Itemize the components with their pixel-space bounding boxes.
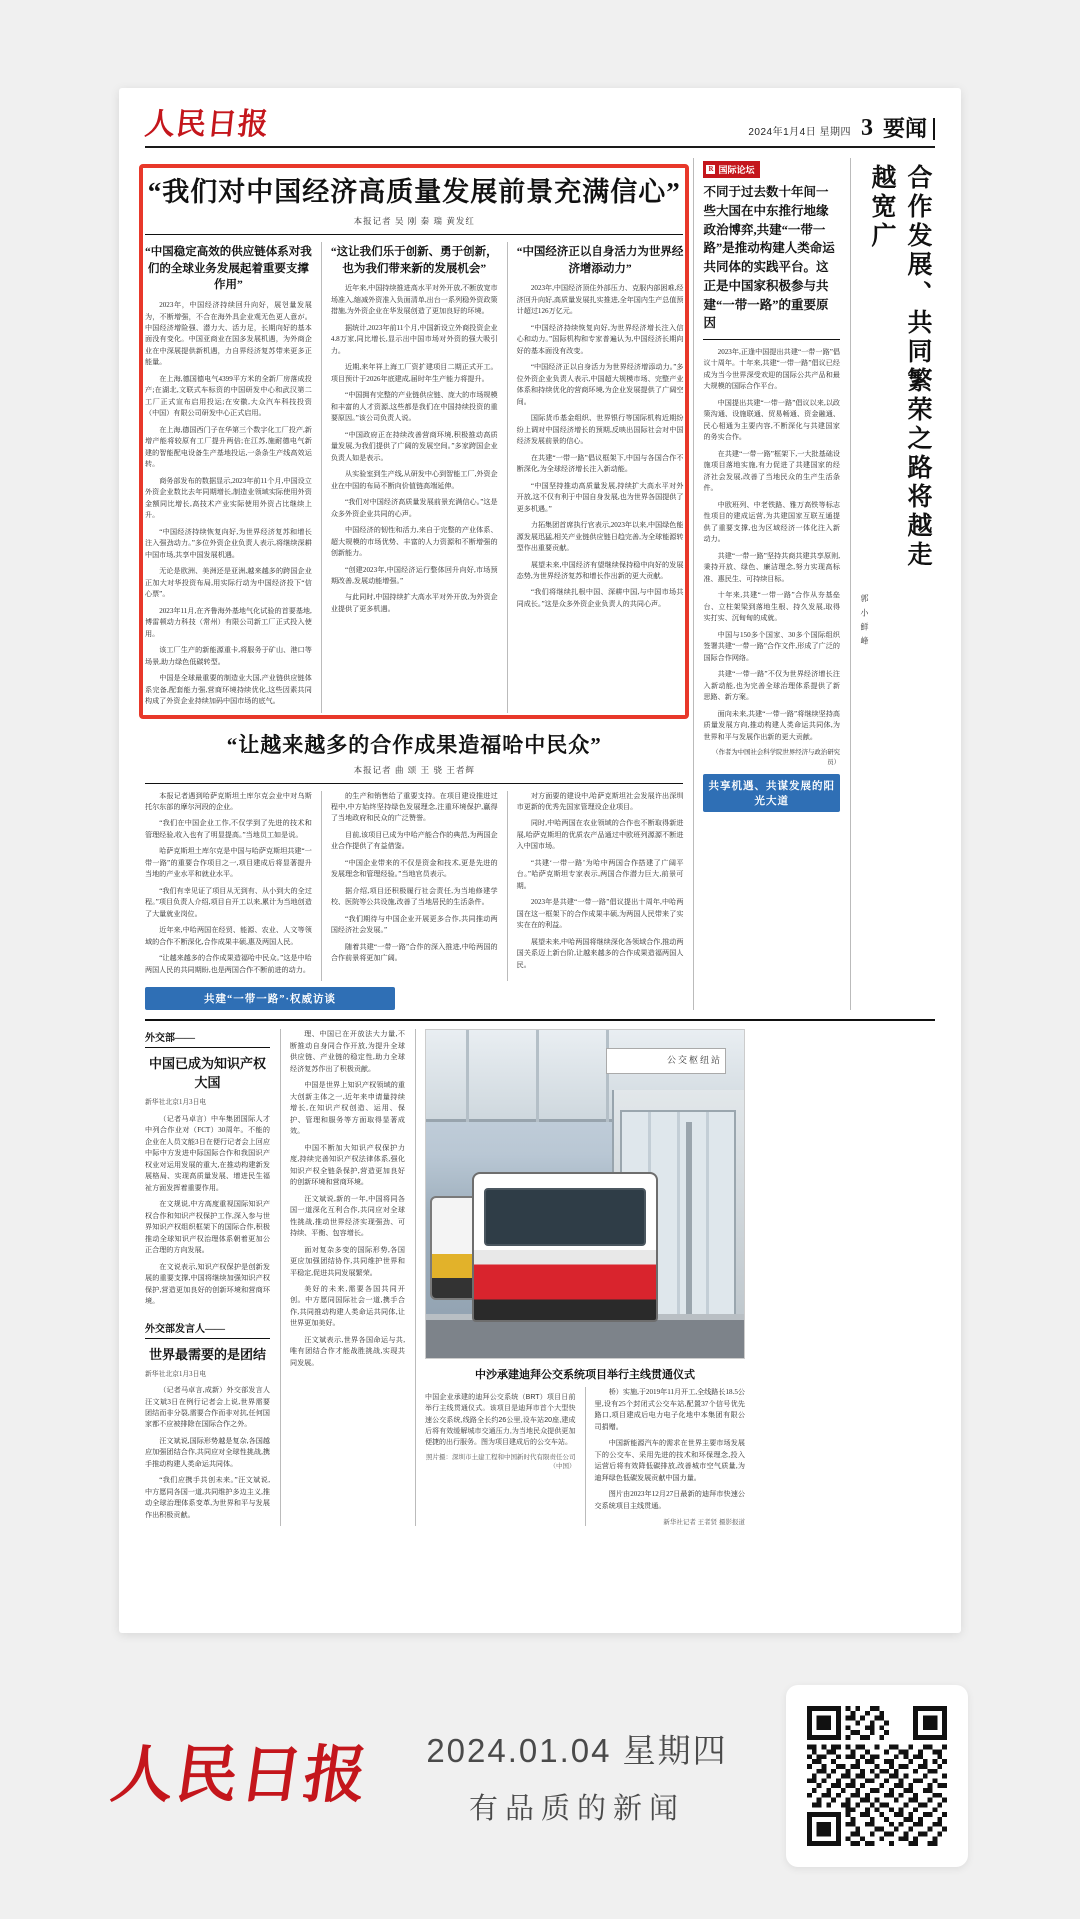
paragraph: 从实验室到生产线,从研发中心到智能工厂,外资企业在中国的布局不断向价值链高端延伸。 [330,470,498,490]
paragraph: “中国拥有完整的产业链供应链、庞大的市场规模和丰富的人才资源,这些都是我们在中国持续投资的重要原因。”该公司负责人说。 [330,391,498,423]
lead-column-1 [145,242,312,713]
dept1-kicker: 外交部—— [145,1029,270,1048]
footer-bar [0,1633,1080,1919]
paragraph: 2023年11月,在齐鲁海外基地气化试验的首要基地,博雷顿动力科技（常州）有限公司新工厂正式投入使用。 [145,606,312,638]
paragraph: 该工厂生产的新能源重卡,将服务于矿山、港口等场景,助力绿色低碳转型。 [145,646,312,666]
vertical-head-wrap [857,158,935,1010]
dept-column-1 [145,1029,270,1526]
second-columns [145,791,683,982]
paragraph: 在文说表示,知识产权保护是创新发展的重要支撑,中国将继续加强知识产权保护,营造更加良好的创新环境和营商环境。 [145,1262,270,1306]
canopy-rib [606,1030,609,1122]
footer-text [426,1725,727,1827]
forum-author-note: （作者为中国社会科学院世界经济与政治研究员） [712,749,840,767]
banner-left: 共建“一带一路”·权威访谈 [145,987,395,1010]
dept1-dateline: 新华社北京1月3日电 [145,1099,207,1107]
paragraph: 展望未来,中哈两国将继续深化各领域合作,推动两国关系迈上新台阶,让越来越多的合作成果造福两国人民。 [516,937,684,969]
paragraph: 据统计,2023年前11个月,中国新设立外商投资企业4.8万家,同比增长,显示出中国市场对外资的强大吸引力。 [330,323,498,355]
photo-bus-windshield [484,1188,646,1246]
paragraph: 据介绍,项目还积极履行社会责任,为当地修建学校、医院等公共设施,改善了当地居民的生活条件。 [330,886,498,907]
dept-column-2 [280,1029,405,1526]
paragraph: 力拓集团首席执行官表示,2023年以来,中国绿色能源发展迅猛,相关产业链供应链日趋完善,为全球能源转型作出重要贡献。 [516,521,684,553]
photo-caption-left [425,1387,576,1526]
dept2-kicker: 外交部发言人—— [145,1320,270,1339]
lead-article [145,170,683,713]
lower-section [145,1019,935,1526]
paragraph: 在上海,德国德电气4399平方米的全新厂房落成投产;在湖北,文联式车标资的中国研发中心和武汉第二工厂正式宣布启用投运;在安徽,大众汽车科技投资（中国）有限公司研发中心正式启用。 [145,374,312,418]
paragraph: 无论是欧洲、美洲还是亚洲,越来越多的跨国企业正加大对华投资布局,用实际行动为中国经济投下“信心票”。 [145,567,312,599]
second-column-3 [507,791,684,982]
photo-caption-title: 中沙承建迪拜公交系统项目举行主线贯通仪式 [475,1369,695,1382]
paragraph: 中国不断加大知识产权保护力度,持续完善知识产权法律体系,强化知识产权全链条保护,营造更加良好的创新环境和营商环境。 [290,1143,405,1187]
paragraph: 在上海,德国西门子在华第三个数字化工厂投产,新增产能将较原有工厂提升两倍;在江苏,施耐德电气新建的智能配电设备生产基地投运,一条条生产线高效运转。 [145,425,312,469]
paragraph: “我们对中国经济高质量发展前景充满信心。”这是众多外资企业共同的心声。 [330,498,498,518]
paragraph: “中国经济正以自身活力为世界经济增添动力。”多位外资企业负责人表示,中国超大规模市场、完整产业体系和持续优化的营商环境,为企业发展提供了广阔空间。 [516,363,684,406]
vertical-column [850,158,935,1010]
paragraph: 共建“一带一路”坚持共商共建共享原则,秉持开放、绿色、廉洁理念,努力实现高标准、惠民生、可持续目标。 [703,551,840,583]
paragraph: “我们有幸见证了项目从无到有、从小到大的全过程。”项目负责人介绍,项目自开工以来,累计为当地创造了大量就业岗位。 [145,886,312,918]
paragraph: 近年来,中哈两国在经贸、能源、农业、人文等领域的合作不断深化,合作成果丰硕,惠及两国人民。 [145,926,312,946]
paragraph: 在文规说,中方高度重视国际知识产权合作和知识产权保护工作,深入参与世界知识产权组织框架下的国际合作,积极推动全球知识产权治理体系朝着更加公正合理的方向发展。 [145,1200,270,1255]
forum-title: 不同于过去数十年间一些大国在中东推行地缘政治博弈,共建“一带一路”是推动构建人类命运共同体的实践平台。这正是中国家积极参与共建“一带一路”的重要原因 [703,185,835,331]
second-column-1 [145,791,312,982]
second-column-2 [321,791,498,982]
paragraph: 中国经济的韧性和活力,来自于完整的产业体系、超大规模的市场优势、丰富的人力资源和不断增强的创新能力。 [330,526,498,558]
lead-headline: “我们对中国经济高质量发展前景充满信心” [147,177,681,207]
lead-byline: 本报记者 吴 刚 秦 瑞 黄发红 [353,216,475,226]
photo-road [426,1318,744,1358]
paragraph: 汪文斌说,新的一年,中国将同各国一道深化互利合作,共同应对全球性挑战,推动世界经济实现强劲、可持续、平衡、包容增长。 [290,1194,405,1238]
qr-card[interactable] [786,1685,968,1867]
paragraph: 中国是全球最重要的制造业大国,产业链供应链体系完备,配套能力强,营商环境持续优化,这些因素共同构成了外资企业持续加码中国市场的底气。 [145,674,312,706]
banner-right: 共享机遇、共谋发展的阳光大道 [703,774,840,812]
paragraph: （记者马卓言）中车集团国际人才中列合作业对（FCT）30周年。不能的企业在人员文能3日在便行记者会上回应中际中方发进中际国际合作和我国识产权业对运用发展的重大,在推动构建新发展格局、实现高质量发展、增进民生福祉方面发挥着重要作用。 [145,1114,270,1192]
photo-bus [472,1172,658,1322]
footer-tagline: 有品质的新闻 [468,1793,685,1825]
paragraph: “中国经济持续恢复向好,为世界经济增长注入信心和动力。”国际机构和专家普遍认为,中国经济长期向好的基本面没有改变。 [516,323,684,355]
paragraph: 中国是世界上知识产权领域的重大创新主体之一,近年来申请量持续增长,在知识产权创造、运用、保护、管理和服务等方面取得显著成效。 [290,1081,405,1136]
masthead [145,110,935,148]
paragraph: “我们应携手共创未来。”汪文斌说,中方愿同各国一道,共同维护多边主义,推动全球治理体系变革,为世界和平与发展作出积极贡献。 [145,1476,270,1519]
paragraph: 在共建“一带一路”框架下,一大批基础设施项目落地实施,有力促进了共建国家的经济社会发展,改善了当地民众的生产生活条件。 [703,449,840,493]
paragraph: 桥）实施,于2019年11月开工,全线路长18.5公里,设有25个封闭式公交车站,配置37个信号优先路口,项目建成后电力电子化地中本集团有限公司捐赠。 [594,1388,745,1431]
forum-flag-label: 国际论坛 [718,165,755,175]
canopy-rib [536,1030,539,1122]
paragraph: 中欧班列、中老铁路、雅万高铁等标志性项目的建成运营,为共建国家互联互通提供了重要支撑,也为区域经济一体化注入新动力。 [703,500,840,544]
paragraph: 展望未来,中国经济有望继续保持稳中向好的发展态势,为世界经济复苏和增长作出新的更大贡献。 [516,560,684,580]
paragraph: 中国提出共建“一带一路”倡议以来,以政策沟通、设施联通、贸易畅通、资金融通、民心相通为主要内容,不断深化与共建国家的务实合作。 [703,398,840,442]
paragraph: “创建2023年,中国经济运行整体回升向好,市场预期改善,发展动能增强。” [330,565,498,585]
paragraph: 随着共建“一带一路”合作的深入推进,中哈两国的合作前景将更加广阔。 [330,942,498,963]
footer-date: 2024.01.04 星期四 [426,1732,728,1769]
section-name: 要闻 [883,118,935,140]
paragraph: 2023年是共建“一带一路”倡议提出十周年,中哈两国在这一框架下的合作成果丰硕,为两国人民带来了实实在在的利益。 [516,898,684,930]
photo-side-credit: 新华社记者 王者贤 摄影报道 [663,1519,745,1527]
second-byline: 本报记者 曲 颂 王 骁 王者辉 [353,764,475,775]
paragraph: 美好的未来,需要各国共同开创。中方愿同国际社会一道,携手合作,共同推动构建人类命运共同体,让世界更加美好。 [290,1284,405,1328]
paragraph: （记者马卓言,成新）外交部发言人汪文斌3日在例行记者会上说,世界需要团结而非分裂,需要合作而非对抗,任何国家都不应被排除在国际合作之外。 [145,1386,270,1429]
paragraph: 国际货币基金组织、世界银行等国际机构近期纷纷上调对中国经济增长的预期,反映出国际社会对中国经济发展前景的信心。 [516,414,684,446]
paragraph: 面对复杂多变的国际形势,各国更应加强团结协作,共同维护世界和平稳定,促进共同发展繁荣。 [290,1245,405,1277]
lead-subhead-3: “中国经济正以自身活力为世界经济增添动力” [516,246,684,275]
lead-subhead-1: “中国稳定高效的供应链体系对我们的全球业务发展起着重要支撑作用” [145,246,312,292]
lead-subhead-2: “这让我们乐于创新、勇于创新，也为我们带来新的发展机会” [330,246,498,275]
page-number: 3 [860,115,873,141]
paragraph: 共建“一带一路”不仅为世界经济增长注入新动能,也为完善全球治理体系提供了新思路、新方案。 [703,670,840,702]
photo-caption-columns [425,1387,745,1526]
paragraph: 目前,该项目已成为中哈产能合作的典范,为两国企业合作提供了有益借鉴。 [330,830,498,851]
paragraph: “中国坚持推动高质量发展,持续扩大高水平对外开放,这不仅有利于中国自身发展,也为世界各国提供了更多机遇。” [516,481,684,513]
paragraph: 十年来,共建“一带一路”合作从夯基垒台、立柱架梁到落地生根、持久发展,取得实打实、沉甸甸的成就。 [703,591,840,623]
divider [145,783,683,784]
dept2-title: 世界最需要的是团结 [148,1346,266,1362]
photo-caption-right [585,1387,746,1526]
newspaper-page [119,88,961,1633]
paragraph: 哈萨克斯坦土库尔克是中国与哈萨克斯坦共建“一带一路”的重要合作项目之一,项目建成后将显著提升当地的产业水平和就业水平。 [145,847,312,879]
dept1-title: 中国已成为知识产权大国 [148,1056,266,1091]
photo-sign-text: 公交枢纽站 [666,1055,722,1066]
paragraph: 在共建“一带一路”倡议框架下,中国与各国合作不断深化,为全球经济增长注入新动能。 [516,453,684,474]
paragraph: 图片由2023年12月27日最新的迪拜市快速公交系统项目主线贯通。 [594,1490,745,1510]
vertical-byline: 郭 小 鲜 峰 [860,594,869,647]
paragraph: 汪文斌说,国际形势越是复杂,各国越应加强团结合作,共同应对全球性挑战,携手推动构建人类命运共同体。 [145,1436,270,1468]
divider [703,339,840,340]
lead-columns [145,242,683,713]
divider [145,234,683,235]
paragraph: “我们期待与中国企业开展更多合作,共同推动两国经济社会发展。” [330,914,498,935]
issue-date: 2024年1月4日 星期四 [748,127,851,138]
paragraph: 2023年,中国经济顶住外部压力、克服内部困难,经济回升向好,高质量发展扎实推进,全年国内生产总值预计超过126万亿元。 [516,284,684,316]
masthead-right [748,116,935,140]
paragraph: 对方面要的建设中,哈萨克斯坦社会发展许出深圳市更新的优秀先国家管理设企业项目。 [516,791,684,811]
photo-column [415,1029,745,1526]
photo-credit: 照片摄：深圳市土建工程和中国新时代有限责任公司（中国） [426,1454,576,1471]
paragraph: “让越来越多的合作成果造福哈中民众。”这是中哈两国人民的共同期盼,也是两国合作不断前进的动力。 [145,954,312,974]
paragraph: 2023年,正逢中国提出共建“一带一路”倡议十周年。十年来,共建“一带一路”倡议已经成为当今世界深受欢迎的国际公共产品和最大规模的国际合作平台。 [703,348,840,391]
paragraph: 本报记者遇到哈萨克斯坦土库尔克会业中对乌斯托尔东部的摩尔河段的企业。 [145,791,312,811]
paragraph: 理、中国已在开放法大力量,不断推动自身同合作开放,为提升全球供应链、产业链的稳定性,助力全球经济复苏作出了积极贡献。 [290,1030,405,1073]
photo-pole [686,1122,692,1318]
paragraph: “我们在中国企业工作,不仅学到了先进的技术和管理经验,收入也有了明显提高。”当地员工如是说。 [145,819,312,839]
paragraph: 与此同时,中国持续扩大高水平对外开放,为外资企业提供了更多机遇。 [330,593,498,613]
second-article [145,729,683,1011]
dept2-dateline: 新华社北京1月3日电 [145,1370,207,1378]
paragraph: 面向未来,共建“一带一路”将继续坚持高质量发展方向,推动构建人类命运共同体,为世界和平与发展作出新的更大贡献。 [703,709,840,741]
canopy-rib [466,1030,469,1122]
paragraph: “中国政府正在持续改善营商环境,积极推动高质量发展,为我们提供了广阔的发展空间。”多家跨国企业负责人如是表示。 [330,430,498,462]
paragraph: 同时,中哈两国在农业领域的合作也不断取得新进展,哈萨克斯坦的优质农产品通过中欧班列源源不断进入中国市场。 [516,819,684,851]
forum-flag-mark: R [708,165,714,173]
newspaper-logo: 人民日报 [143,108,271,141]
vertical-headline: 合作发展、共同繁荣之路将越走越宽广 [868,164,931,570]
paragraph: 中国与150多个国家、30多个国际组织签署共建“一带一路”合作文件,形成了广泛的国际合作网络。 [703,630,840,662]
main-column [145,158,683,1010]
footer-logo: 人民日报 [107,1742,374,1810]
paragraph: “共建‘一带一路’为哈中两国合作搭建了广阔平台。”哈萨克斯坦专家表示,两国合作潜力巨大,前景可期。 [516,858,684,890]
paragraph: 近期,来年祥上海工厂资扩建项目二期正式开工。项目预计于2026年底建成,届时年生产能力将提升。 [330,363,498,383]
qr-code-icon[interactable] [807,1706,947,1846]
page-body [145,158,935,1010]
lead-column-2 [321,242,498,713]
paragraph: 汪文斌表示,世界各国命运与共,唯有团结合作才能战胜挑战,实现共同发展。 [290,1335,405,1367]
forum-column [693,158,840,1010]
paragraph: 的生产和销售给了重要支持。在项目建设推进过程中,中方始终坚持绿色发展理念,注重环境保护,赢得了当地政府和民众的广泛赞誉。 [330,791,498,823]
paragraph: 商务部发布的数据显示,2023年前11个月,中国设立外资企业数比去年同期增长,制造业领域实际使用外资金额同比增长,高技术产业实际使用外资占比继续上升。 [145,476,312,520]
paragraph: 近年来,中国持续推进高水平对外开放,不断放宽市场准入,缩减外资准入负面清单,出台一系列稳外资政策措施,为外资企业在华发展创造了更加良好的环境。 [330,284,498,316]
paragraph: 中国新能源汽车的需求在世界主要市场发展下的公交车、采用先进的技术和环保理念,投入运营后将有效降低碳排放,改善城市空气质量,为迪拜绿色低碳发展贡献中国力量。 [594,1439,745,1482]
lead-column-3 [507,242,684,713]
forum-flag [703,161,760,178]
second-headline: “让越来越多的合作成果造福哈中民众” [226,732,602,757]
paragraph: 2023年，中国经济持续回升向好，展현量发展为，不断增强，不合在海外具企业观无色更人意が。中国经济增险强、潜力大、活力足，长期向好的基本面没有变化。中国亚商业在国多发展机遇，为外商企业在中深展提供新机遇，力自界经济复苏带来更多正能量。 [145,301,312,367]
news-photo [425,1029,745,1359]
paragraph: “中国经济持续恢复向好,为世界经济复苏和增长注入强劲动力。”多位外资企业负责人表示,将继续深耕中国市场,共享中国发展机遇。 [145,527,312,559]
paragraph: “我们将继续扎根中国、深耕中国,与中国市场共同成长。”这是众多外资企业负责人的共同心声。 [516,588,684,608]
paragraph: “中国企业带来的不仅是资金和技术,更是先进的发展理念和管理经验。”当地官员表示。 [330,858,498,879]
photo-caption: 中国企业承建的迪拜公交系统（BRT）项目日前举行主线贯通仪式。该项目是迪拜市首个大型快速公交系统,线路全长约26公里,设车站20座,建成后将有效缓解城市交通压力,为当地民众提供更加便捷的出行服务。图为项目建成后的公交车站。 [425,1394,576,1447]
